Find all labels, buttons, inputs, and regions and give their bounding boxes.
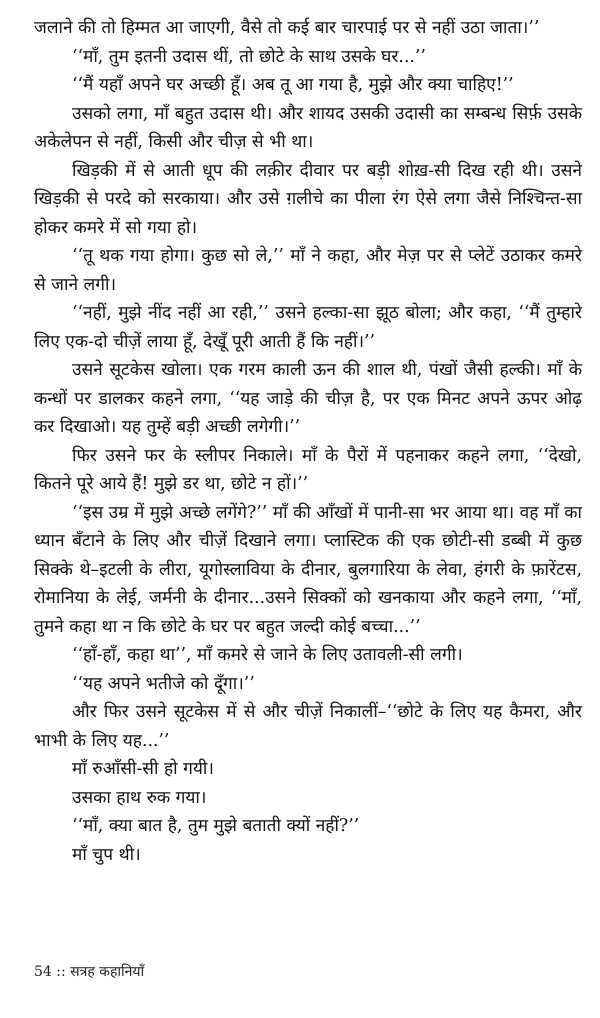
paragraph: माँ रुआँसी-सी हो गयी। <box>72 759 214 779</box>
paragraph: ‘‘मैं यहाँ अपने घर अच्छी हूँ। अब तू आ गया है, मुझे और क्या चाहिए!’’ <box>72 75 514 95</box>
paragraph: जलाने की तो हिम्मत आ जाएगी, वैसे तो कई बार चारपाई पर से नहीं उठा जाता।’’ <box>34 18 540 38</box>
paragraph: खिड़की में से आती धूप की लक़ीर दीवार पर बड़ी शोख़-सी दिख रही थी। उसने खिड़की से परदे को सरकाया। और उसे ग़लीचे का पीला रंग ऐसे लगा जैसे निश्चिन्त-सा होकर कमरे में सो गया हो। <box>34 160 582 238</box>
paragraph: माँ चुप थी। <box>72 844 141 865</box>
page-footer: 54 :: सत्रह कहानियाँ <box>34 964 145 980</box>
paragraph: उसका हाथ रुक गया। <box>72 787 207 808</box>
paragraph: उसने सूटकेस खोला। एक गरम काली ऊन की शाल थी, पंखों जैसी हल्की। माँ के कन्धों पर डालकर कहने लगा, ‘‘यह जाड़े की चीज़ है, पर एक मिनट अपने ऊपर ओढ़ कर दिखाओ। यह तुम्हें बड़ी अच्छी लगेगी।’’ <box>34 360 582 437</box>
paragraph: ‘‘माँ, क्या बात है, तुम मुझे बताती क्यों नहीं?’’ <box>72 816 360 836</box>
paragraph: ‘‘हाँ-हाँ, कहा था’’, माँ कमरे से जाने के लिए उतावली-सी लगी। <box>72 645 463 665</box>
paragraph: ‘‘तू थक गया होगा। कुछ सो ले,’’ माँ ने कहा, और मेज़ पर से प्लेटें उठाकर कमरे से जाने लगी। <box>34 246 582 295</box>
story-text <box>34 14 582 869</box>
paragraph: उसको लगा, माँ बहुत उदास थी। और शायद उसकी उदासी का सम्बन्ध सिर्फ़ उसके अकेलेपन से नहीं, किसी और चीज़ से भी था। <box>34 103 582 152</box>
paragraph: और फिर उसने सूटकेस में से और चीज़ें निकालीं–‘‘छोटे के लिए यह कैमरा, और भाभी के लिए यह...’’ <box>34 702 582 751</box>
paragraph: ‘‘माँ, तुम इतनी उदास थीं, तो छोटे के साथ उसके घर...’’ <box>72 46 426 67</box>
paragraph: ‘‘यह अपने भतीजे को दूँगा।’’ <box>72 673 255 694</box>
paragraph: ‘‘इस उम्र में मुझे अच्छे लगेंगे?’’ माँ की आँखों में पानी-सा भर आया था। वह माँ का ध्यान बँटाने के लिए और चीज़ें दिखाने लगा। प्लास्टिक की एक छोटी-सी डब्बी में कुछ सिक्के थे–इटली के लीरा, यूगोस्लाविया के दीनार, बुलगारिया के लेवा, हंगरी के फ़ारेंटस, रोमानिया के लेई, जर्मनी के दीनार...उसने सिक्कों को खनकाया और कहने लगा, ‘‘माँ, तुमने कहा था न कि छोटे के घर पर बहुत जल्दी कोई बच्चा...’’ <box>34 502 582 637</box>
paragraph: ‘‘नहीं, मुझे नींद नहीं आ रही,’’ उसने हल्का-सा झूठ बोला; और कहा, ‘‘मैं तुम्हारे लिए एक-दो चीज़ें लाया हूँ, देखूँ पूरी आती हैं कि नहीं।’’ <box>34 303 582 352</box>
paragraph: फिर उसने फर के स्लीपर निकाले। माँ के पैरों में पहनाकर कहने लगा, ‘‘देखो, कितने पूरे आये हैं! मुझे डर था, छोटे न हों।’’ <box>34 445 582 494</box>
